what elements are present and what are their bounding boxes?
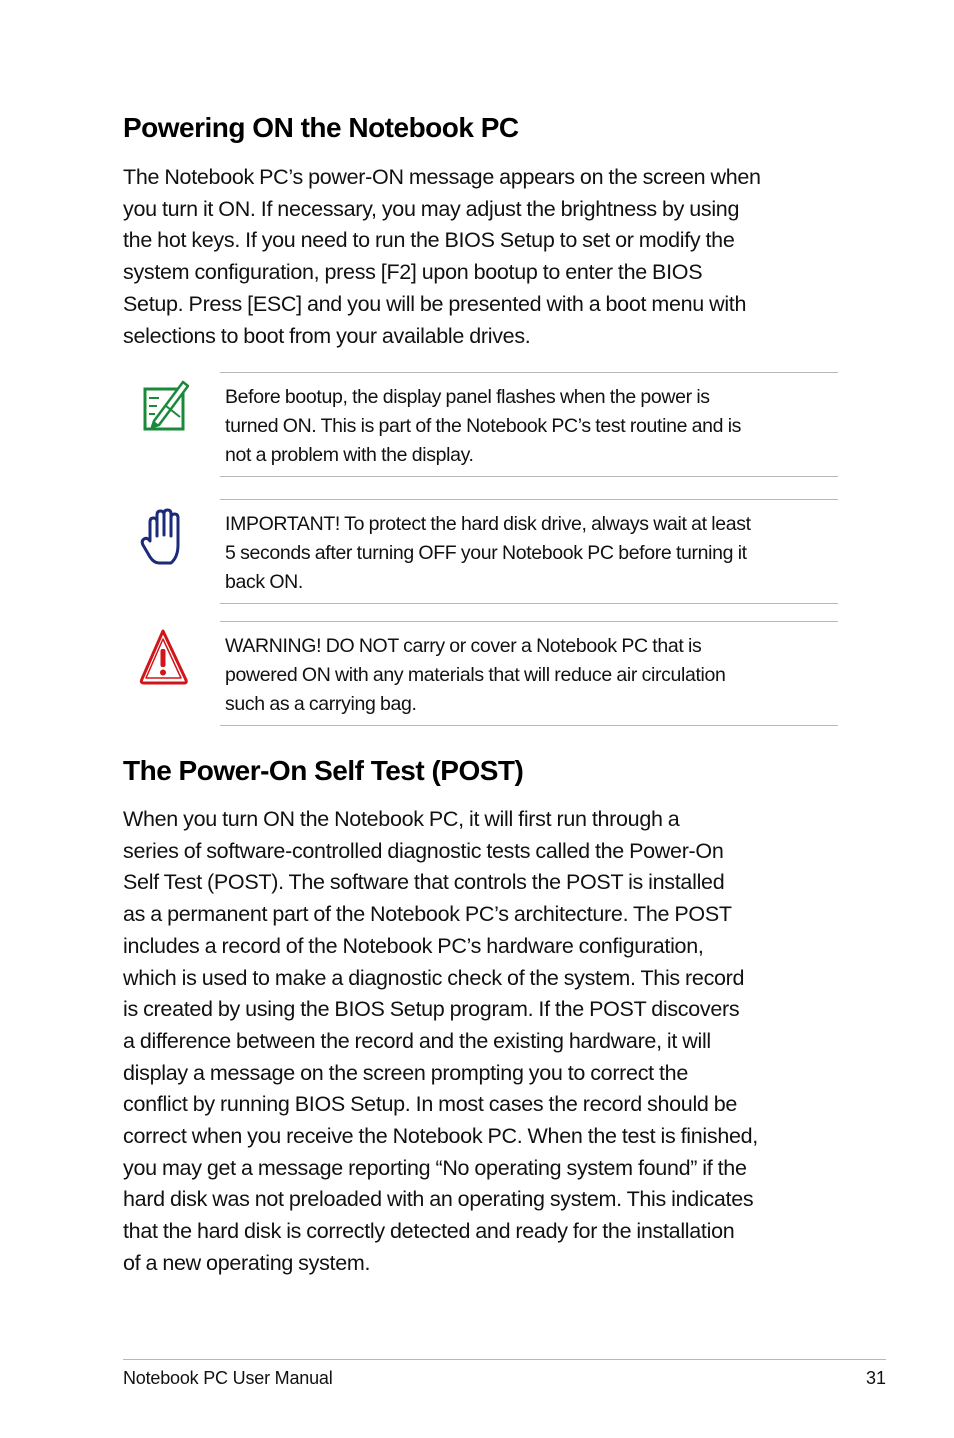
note-line: IMPORTANT! To protect the hard disk drive, always wait at least (225, 513, 751, 535)
paragraph-line: conflict by running BIOS Setup. In most cases the record should be (123, 1092, 738, 1117)
warning-text (225, 632, 837, 719)
warning-callout (123, 621, 838, 727)
section-heading-powering-on: Powering ON the Notebook PC (123, 112, 519, 143)
paragraph-line: which is used to make a diagnostic check of the system. This record (123, 965, 745, 990)
paragraph-line: of a new operating system. (123, 1250, 371, 1275)
paragraph-line: system configuration, press [F2] upon bootup to enter the BIOS (123, 260, 703, 285)
paragraph-line: you may get a message reporting “No operating system found” if the (123, 1155, 747, 1180)
divider (220, 603, 838, 604)
divider (220, 725, 838, 726)
note-line: such as a carrying bag. (225, 693, 417, 715)
paragraph-line: When you turn ON the Notebook PC, it will first run through a (123, 807, 680, 831)
powering-on-paragraph (123, 162, 845, 352)
note-line: back ON. (225, 571, 303, 593)
hand-stop-icon (137, 507, 189, 567)
note-line: WARNING! DO NOT carry or cover a Notebook PC that is (225, 635, 702, 657)
post-paragraph (123, 804, 845, 1280)
divider (220, 621, 838, 622)
paragraph-line: you turn it ON. If necessary, you may adjust the brightness by using (123, 196, 740, 221)
footer-manual-title: Notebook PC User Manual (123, 1368, 333, 1388)
paragraph-line: Setup. Press [ESC] and you will be presented with a boot menu with (123, 291, 747, 316)
important-text (225, 510, 837, 597)
paragraph-line: as a permanent part of the Notebook PC’s architecture. The POST (123, 902, 732, 927)
note-callout (123, 372, 838, 478)
page-number: 31 (865, 1368, 886, 1388)
warning-triangle-icon (137, 627, 189, 687)
divider (220, 372, 838, 373)
note-line: not a problem with the display. (225, 444, 474, 466)
paragraph-line: correct when you receive the Notebook PC. When the test is finished, (123, 1124, 758, 1149)
paragraph-line: a difference between the record and the existing hardware, it will (123, 1028, 711, 1053)
note-line: 5 seconds after turning OFF your Notebook PC before turning it (225, 542, 747, 564)
note-line: Before bootup, the display panel flashes when the power is (225, 386, 710, 408)
paragraph-line: Self Test (POST). The software that controls the POST is installed (123, 870, 725, 895)
note-line: turned ON. This is part of the Notebook PC’s test routine and is (225, 415, 742, 437)
paragraph-line: The Notebook PC’s power-ON message appears on the screen when (123, 165, 761, 189)
divider (220, 476, 838, 477)
note-line: powered ON with any materials that will reduce air circulation (225, 664, 726, 686)
important-callout (123, 499, 838, 605)
footer-divider (123, 1359, 886, 1360)
paragraph-line: selections to boot from your available drives. (123, 323, 531, 348)
paragraph-line: hard disk was not preloaded with an operating system. This indicates (123, 1187, 754, 1212)
section-heading-post: The Power-On Self Test (POST) (123, 755, 524, 786)
paragraph-line: the hot keys. If you need to run the BIOS Setup to set or modify the (123, 228, 735, 253)
note-text (225, 383, 837, 470)
paragraph-line: includes a record of the Notebook PC’s hardware configuration, (123, 933, 704, 958)
paragraph-line: that the hard disk is correctly detected and ready for the installation (123, 1219, 735, 1244)
paragraph-line: display a message on the screen prompting you to correct the (123, 1060, 688, 1085)
paragraph-line: is created by using the BIOS Setup program. If the POST discovers (123, 997, 740, 1022)
divider (220, 499, 838, 500)
note-pencil-icon (137, 376, 189, 436)
paragraph-line: series of software-controlled diagnostic tests called the Power-On (123, 838, 724, 863)
